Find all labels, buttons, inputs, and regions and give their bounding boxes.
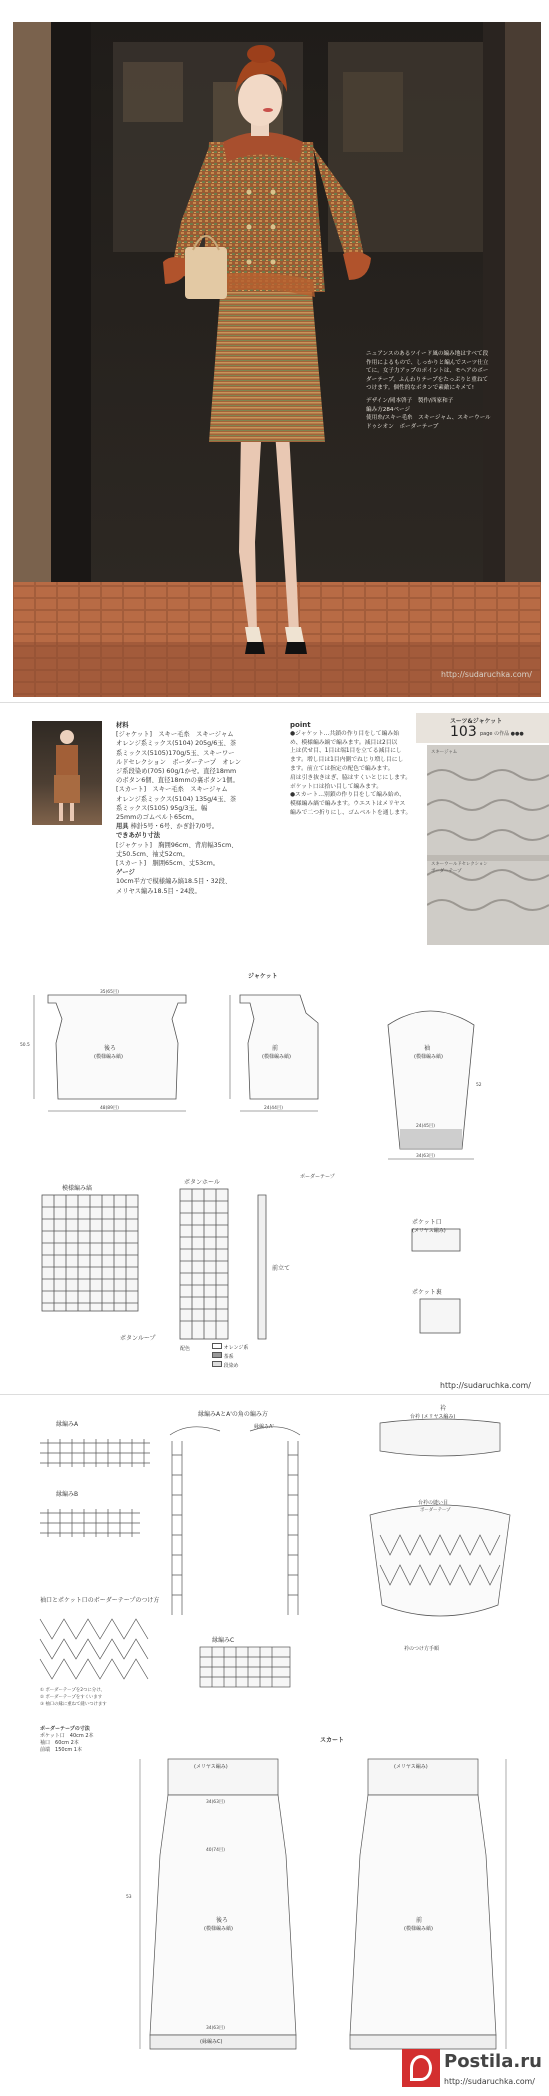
chart-b-title: 縁編みB bbox=[56, 1491, 79, 1498]
skirt-dim-length: 53 bbox=[126, 1895, 132, 1900]
collar-sub: 台衿 (メリヤス編み) bbox=[410, 1414, 456, 1420]
yarn-swatch-art bbox=[427, 745, 549, 945]
point-line: め、模様編み縞で編みます。減目は2目以 bbox=[290, 739, 398, 746]
point-line: 模様編み縞で編みます。ウエストはメリヤス bbox=[290, 801, 406, 808]
chart-b-symbols bbox=[40, 1509, 140, 1537]
legend-swatch bbox=[212, 1352, 222, 1358]
corner-title: 縁編みAとA'の角の編み方 bbox=[198, 1411, 268, 1418]
point-line: 編みで二つ折りにし、ゴムベルトを通します。 bbox=[290, 809, 412, 816]
credit-line: 使用糸/スキー毛糸 スキージャム、スキーウール bbox=[366, 415, 491, 422]
point-line: ポケット口は拾い目して編みます。 bbox=[290, 783, 382, 790]
front-label: 前 bbox=[272, 1045, 279, 1052]
skirt-front-diagram bbox=[350, 1759, 506, 2049]
pocket-lining bbox=[420, 1299, 460, 1333]
color-legend-title: 配色 bbox=[180, 1346, 191, 1352]
skirt-hem-label: (縁編みC) bbox=[200, 2039, 223, 2045]
materials-line: [ジャケット] スキー毛糸 スキージャム bbox=[116, 731, 234, 739]
credit-line: デザイン/岡本啓子 製作/西家和子 bbox=[366, 397, 454, 404]
materials-block bbox=[116, 721, 286, 896]
caption-line: ニュアンスのあるツイード風の編み地はすべて段 bbox=[366, 351, 489, 357]
watermark-2[interactable]: http://sudaruchka.com/ bbox=[440, 1381, 531, 1390]
dim-back-width: 48(89目) bbox=[100, 1106, 119, 1111]
skirt-back-sub: (模様編み縞) bbox=[204, 1926, 233, 1932]
chart-a-title: 縁編みA bbox=[56, 1421, 79, 1428]
materials-line: オレンジ系ミックス(5104) 135g/4玉、茶 bbox=[116, 795, 237, 803]
caption-line: ダーテープ。ふんわりテープをたっぷりと重ねて bbox=[366, 376, 488, 383]
point-heading: point bbox=[290, 721, 311, 729]
point-line: ます。増し目は1目内側でねじり増し目にし bbox=[290, 757, 404, 764]
tape-notes bbox=[40, 1687, 107, 1708]
photo-caption bbox=[366, 350, 538, 431]
color-legend-item bbox=[212, 1343, 248, 1352]
caption-line: つけます。個性的なボタンで素敵にキメて! bbox=[366, 385, 474, 392]
thumbnail-photo bbox=[32, 721, 102, 825]
tape-table bbox=[40, 1725, 94, 1753]
tape-table-key: ポケット口 bbox=[40, 1733, 65, 1739]
dim-sleeve-width: 34(63目) bbox=[416, 1154, 435, 1159]
border-tape-label: ボーダーテープ bbox=[300, 1174, 335, 1180]
point-line: ●スカート…別鎖の作り目をして編み始め、 bbox=[290, 792, 405, 799]
point-line: ます。前立ては指定の配色で編みます。 bbox=[290, 765, 394, 772]
color-legend-items bbox=[212, 1343, 248, 1370]
tape-table-value: 40cm 2本 bbox=[69, 1733, 94, 1739]
skirt-waist-label: (メリヤス編み) bbox=[194, 1764, 228, 1770]
tape-note: ③ 袖口の縁に重ねて縫いつけます bbox=[40, 1702, 107, 1707]
color-legend-item bbox=[212, 1352, 248, 1361]
collar-diagram bbox=[370, 1419, 510, 1616]
thumbnail-figure bbox=[32, 721, 102, 825]
photo-page bbox=[0, 0, 549, 700]
tape-table-value: 150cm 1本 bbox=[55, 1747, 82, 1753]
watermark-3[interactable]: http://sudaruchka.com/ bbox=[444, 2077, 535, 2086]
materials-line: オレンジ系ミックス(5104) 205g/6玉、茶 bbox=[116, 740, 237, 748]
collar-note: ボーダーテープ bbox=[420, 1508, 451, 1513]
point-block bbox=[290, 721, 418, 818]
postila-logo-text: Postila.ru bbox=[444, 2051, 542, 2072]
caption-line: てに。女子力アップのポイントは、モヘアのボー bbox=[366, 368, 489, 375]
badge-title: スーツ&ジャケット bbox=[450, 718, 503, 725]
materials-line: ルドセレクション ボーダーテープ オレン bbox=[116, 758, 242, 766]
dim-length: 50.5 bbox=[20, 1043, 30, 1048]
corner-label: 縁編みA' bbox=[254, 1424, 274, 1430]
tape-table-row bbox=[40, 1732, 94, 1739]
legend-text: 段染め bbox=[223, 1363, 239, 1369]
tape-table-key: 前端 bbox=[40, 1747, 51, 1753]
caption-line: 作用によるもので、しっかりと編んでスーツ仕立 bbox=[366, 359, 489, 366]
skirt-waist-label: (メリヤス編み) bbox=[394, 1764, 428, 1770]
collar-attach-label: 衿のつけ方手順 bbox=[404, 1646, 440, 1652]
legend-swatch bbox=[212, 1343, 222, 1349]
postila-logo-mark bbox=[402, 2049, 440, 2087]
materials-line: [スカート] スキー毛糸 スキージャム bbox=[116, 786, 228, 794]
buttonhole-title: ボタンホール bbox=[184, 1179, 220, 1186]
front-piece-outline bbox=[240, 995, 318, 1099]
tape-table-key: 袖口 bbox=[40, 1740, 51, 1746]
pattern-page-1 bbox=[0, 702, 549, 1393]
maetate-label: 前立て bbox=[272, 1265, 291, 1272]
gauge-heading: ゲージ bbox=[116, 869, 135, 877]
back-label: 後ろ bbox=[104, 1045, 117, 1052]
border-tape-zigzag bbox=[40, 1619, 148, 1679]
skirt-dim-hem: 34(63目) bbox=[206, 2026, 225, 2031]
point-line: ●ジャケット…共鎖の作り目をして編み始 bbox=[290, 730, 399, 737]
buttonhole-chart bbox=[180, 1189, 228, 1339]
tools-line: 棒針5号・6号、かぎ針7/0号。 bbox=[130, 823, 219, 831]
badge-number: 103 bbox=[450, 724, 477, 740]
swatch-label: ボーダーテープ bbox=[431, 869, 462, 874]
color-legend-item bbox=[212, 1361, 248, 1370]
tape-note: ① ボーダーテープを2つに分け、 bbox=[40, 1688, 105, 1693]
back-sub: (模様編み縞) bbox=[94, 1054, 123, 1060]
stitch-chart-title: 模様編み縞 bbox=[62, 1185, 93, 1192]
materials-heading: 材料 bbox=[116, 722, 129, 729]
legend-swatch bbox=[212, 1361, 222, 1367]
point-line: 肩は引き抜きはぎ、脇はすくいとじにします。 bbox=[290, 774, 412, 781]
chart-c-title: 縁編みC bbox=[212, 1637, 235, 1644]
color-legend bbox=[180, 1345, 190, 1352]
skirt-front-sub: (模様編み縞) bbox=[404, 1926, 433, 1932]
back-piece-outline bbox=[48, 995, 186, 1099]
collar-title: 衿 bbox=[440, 1405, 447, 1412]
dim-back-top: 35(65目) bbox=[100, 990, 119, 995]
gauge-line: 10cm平方で模様編み縞18.5目・32段、 bbox=[116, 878, 232, 886]
front-band bbox=[258, 1195, 266, 1339]
tape-note: ② ボーダーテープをすくいます bbox=[40, 1695, 103, 1700]
materials-line: 25mmのゴムベルト65cm。 bbox=[116, 814, 198, 822]
materials-line: のボタン6個、直径18mmの裏ボタン1個。 bbox=[116, 777, 239, 785]
materials-line: 系ミックス(5105)170g/5玉、スキーワー bbox=[116, 749, 235, 757]
corner-chart-symbols bbox=[170, 1427, 300, 1615]
watermark-1[interactable]: http://sudaruchka.com/ bbox=[441, 670, 532, 679]
sleeve-cuff-fill bbox=[400, 1129, 462, 1149]
tools-heading: 用具 bbox=[116, 823, 129, 831]
pocket-tape-title: 袖口とポケット口のボーダーテープのつけ方 bbox=[40, 1597, 160, 1604]
tape-table-row bbox=[40, 1746, 94, 1753]
size-line: 丈50.5cm、袖丈52cm。 bbox=[116, 850, 189, 858]
size-line: [スカート] 胴囲65cm、丈53cm。 bbox=[116, 860, 220, 868]
pocket-lining-label: ポケット裏 bbox=[412, 1289, 442, 1296]
skirt-back-label: 後ろ bbox=[216, 1917, 229, 1924]
jacket-title: ジャケット bbox=[248, 973, 278, 980]
legend-text: 茶系 bbox=[223, 1354, 234, 1360]
size-line: [ジャケット] 胸囲96cm、背肩幅35cm、 bbox=[116, 841, 238, 849]
pocket-label: ポケット口 bbox=[412, 1219, 442, 1226]
skirt-title: スカート bbox=[320, 1737, 345, 1744]
dim-front-width: 24(44目) bbox=[264, 1106, 283, 1111]
gauge-line: メリヤス編み18.5目・24段。 bbox=[116, 887, 201, 895]
stitch-chart-grid bbox=[42, 1195, 138, 1311]
tape-table-value: 60cm 2本 bbox=[55, 1740, 79, 1746]
chart-a-symbols bbox=[40, 1439, 150, 1467]
pocket-sub: (メリヤス編み) bbox=[412, 1228, 446, 1234]
point-line: 上は伏せ目、1目は端1目を立てる減目にし bbox=[290, 748, 402, 755]
credit-line: 編み方284ページ bbox=[366, 406, 411, 413]
legend-text: オレンジ系 bbox=[223, 1345, 249, 1351]
size-heading: できあがり寸法 bbox=[116, 832, 161, 840]
tape-table-title: ボーダーテープの寸法 bbox=[40, 1726, 90, 1732]
badge-suffix: page の作品 ●●● bbox=[480, 731, 524, 737]
dim-sleeve-length: 52 bbox=[476, 1083, 482, 1088]
sleeve-label: 袖 bbox=[424, 1045, 431, 1052]
collar-seam-label: 台衿の縫い目 bbox=[418, 1500, 449, 1506]
front-sub: (模様編み縞) bbox=[262, 1054, 291, 1060]
tape-table-row bbox=[40, 1739, 94, 1746]
dim-sleeve-cuff: 24(45目) bbox=[416, 1124, 435, 1129]
materials-line: ジ系段染め(705) 60g/1かせ。直径18mm bbox=[116, 768, 237, 776]
postila-p-icon bbox=[410, 2055, 432, 2081]
swatch-label: スキージャム bbox=[431, 750, 458, 755]
skirt-dim-hip: 40(74目) bbox=[206, 1848, 225, 1853]
yarn-swatch bbox=[427, 745, 549, 945]
swatch-label: スキーウールドセレクション bbox=[431, 862, 488, 867]
pattern-page-2 bbox=[0, 1394, 549, 2096]
credit-line: ドゥシオン ボーダーテープ bbox=[366, 423, 439, 430]
button-loop-title: ボタンループ bbox=[120, 1335, 156, 1342]
skirt-front-label: 前 bbox=[416, 1917, 423, 1924]
sleeve-sub: (模様編み縞) bbox=[414, 1054, 443, 1060]
chart-c-symbols bbox=[200, 1647, 290, 1687]
page-badge bbox=[416, 713, 549, 743]
materials-line: 系ミックス(5105) 95g/3玉。幅 bbox=[116, 804, 208, 812]
skirt-dim-waist: 34(63目) bbox=[206, 1800, 225, 1805]
